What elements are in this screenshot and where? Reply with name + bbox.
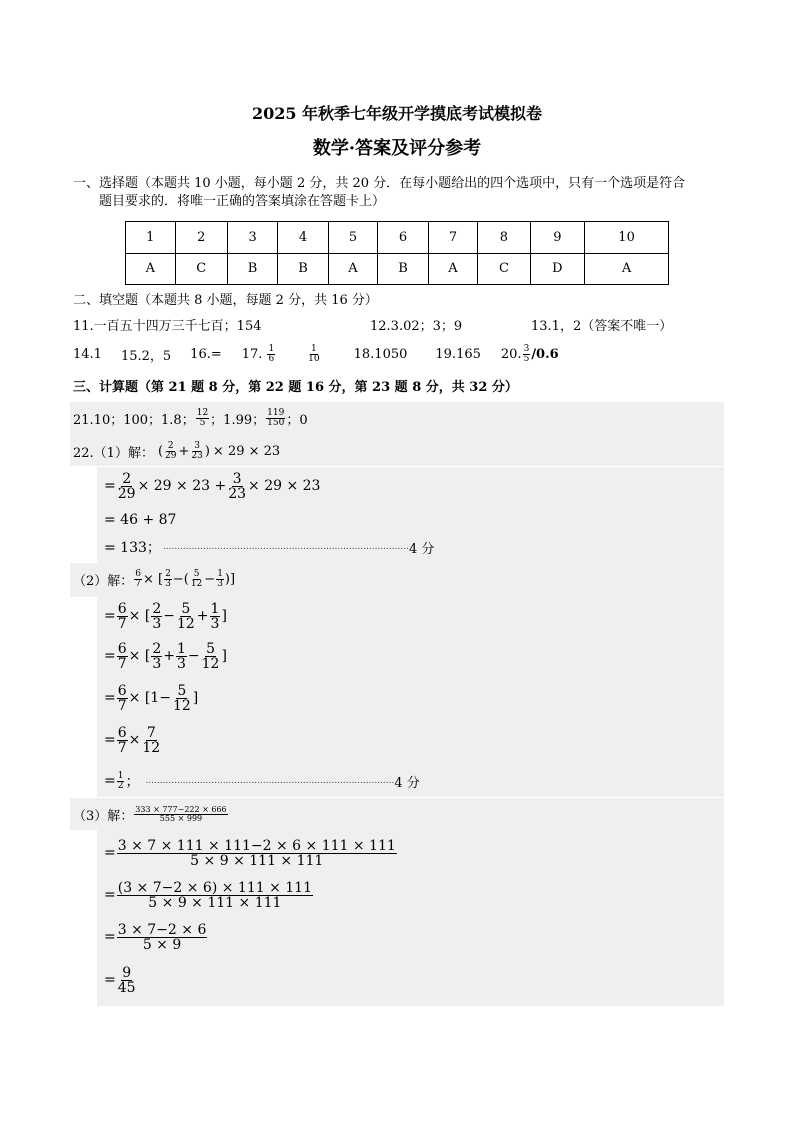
table-cell: C <box>175 253 227 285</box>
fraction: $\frac{1}{3}$ <box>176 640 186 672</box>
table-cell: 5 <box>328 222 378 254</box>
q22-part2-expression: （2）解： $\frac{6}{7}$ × [ $\frac{2}{3}$ −( $\frac{5}{12}$ − $\frac{1}{3}$ )] <box>73 568 236 589</box>
fraction: $\frac{1}{3}$ <box>210 600 220 632</box>
q22-part1-label: 22.（1）解： <box>73 445 154 461</box>
p1-step2: = 46 + 87 <box>104 512 177 528</box>
q21-prefix: 21.10；100；1.8； <box>73 412 195 428</box>
fraction: $\frac{1}{2}$ <box>117 770 124 791</box>
q20-label: 20. <box>500 346 522 362</box>
q21-fraction-2: $\frac{119}{150}$ <box>267 407 285 428</box>
p2-score: 4 分 <box>394 775 420 791</box>
table-cell: 9 <box>530 222 585 254</box>
section1-line1: 一、选择题（本题共 10 小题，每小题 2 分，共 20 分．在每小题给出的四个选项中，只有一个选项是符合 <box>73 176 686 191</box>
answer-table-answers-row <box>126 253 669 285</box>
p2-step5: = $\frac{1}{2}$ ； ....................................................................................... 4 分 <box>104 770 420 791</box>
fraction: $\frac{333 \times 777-222 \times 666}{555 \times 999}$ <box>135 804 227 823</box>
fraction: $\frac{2}{29}$ <box>165 440 177 461</box>
fraction: $\frac{7}{12}$ <box>142 724 161 756</box>
p2-step4: = $\frac{6}{7}$ × $\frac{7}{12}$ <box>104 724 161 756</box>
q14-q20-row <box>73 341 559 367</box>
q12-answer: 12.3.02；3；9 <box>370 319 463 334</box>
q22-part2-label: （2）解： <box>73 573 134 589</box>
table-cell: D <box>530 253 585 285</box>
fraction: $\frac{1}{3}$ <box>217 568 223 589</box>
page-title: 2025 年秋季七年级开学摸底考试模拟卷 <box>251 104 543 123</box>
table-cell: 8 <box>478 222 530 254</box>
table-cell: C <box>478 253 530 285</box>
fraction: $\frac{5}{12}$ <box>176 600 195 632</box>
fraction: $\frac{3 \times 7 \times 111 \times 111-2 \times 6 \times 111 \times 111}{5 \times 9 \times 111 \times 111}$ <box>117 837 396 869</box>
fraction: $\frac{2}{29}$ <box>117 470 136 502</box>
q16-answer: 16.= <box>190 346 222 362</box>
table-cell: A <box>126 253 176 285</box>
q21-fraction-1: $\frac{12}{5}$ <box>196 407 209 428</box>
fraction: $\frac{5}{12}$ <box>190 568 203 589</box>
p3-step4: = $\frac{9}{45}$ <box>104 964 136 996</box>
table-cell: B <box>227 253 277 285</box>
table-cell: 3 <box>227 222 277 254</box>
fraction: $\frac{5}{12}$ <box>201 640 220 672</box>
p1-step3: = 133； ...................................................................................... 4 分 <box>104 538 434 556</box>
p3-step1: = $\frac{3 \times 7 \times 111 \times 111-2 \times 6 \times 111 \times 111}{5 \times 9 \times 111 \times 111}$ <box>104 837 396 869</box>
q18-answer: 18.1050 <box>353 346 408 362</box>
section2-header: 二、填空题（本题共 8 小题，每题 2 分，共 16 分） <box>73 293 378 308</box>
fraction: $\frac{(3 \times 7-2 \times 6) \times 111 \times 111}{5 \times 9 \times 111 \times 111}$ <box>117 879 312 911</box>
table-cell: 2 <box>175 222 227 254</box>
p3-step3: = $\frac{3 \times 7-2 \times 6}{5 \times 9}$ <box>104 921 207 953</box>
q21-middle: ；1.99； <box>210 412 266 428</box>
q21-answer <box>73 404 308 432</box>
table-cell: A <box>585 253 669 285</box>
table-cell: B <box>278 253 328 285</box>
q11-answer: 11.一百五十四万三千七百；154 <box>73 319 262 334</box>
table-cell: A <box>428 253 478 285</box>
fraction: $\frac{3}{23}$ <box>191 440 203 461</box>
table-cell: 1 <box>126 222 176 254</box>
q14-answer: 14.1 <box>73 346 102 362</box>
q22-part3-label: （3）解： <box>73 808 134 824</box>
p2-step1: = $\frac{6}{7}$ × [ $\frac{2}{3}$ − $\frac{5}{12}$ + $\frac{1}{3}$ ] <box>104 600 227 632</box>
p2-step2: = $\frac{6}{7}$ × [ $\frac{2}{3}$ + $\frac{1}{3}$ − $\frac{5}{12}$ ] <box>104 640 227 672</box>
q20-tail: /0.6 <box>531 346 559 362</box>
fraction: $\frac{6}{7}$ <box>117 600 127 632</box>
q22-part1-expression: 22.（1）解： ( $\frac{2}{29}$ + $\frac{3}{23}$ ) × 29 × 23 <box>73 440 281 461</box>
answer-table-numbers-row <box>126 222 669 254</box>
fraction: $\frac{3 \times 7-2 \times 6}{5 \times 9}$ <box>117 921 207 953</box>
page-subtitle: 数学·答案及评分参考 <box>312 138 482 159</box>
q21-tail: ；0 <box>286 412 308 428</box>
q17-fraction-b: $\frac{1}{10}$ <box>308 343 320 364</box>
q15-answer: 15.2，5 <box>120 348 172 364</box>
table-cell: A <box>328 253 378 285</box>
q22-part3-expression <box>73 800 229 828</box>
q20-fraction: $\frac{3}{5}$ <box>523 343 530 364</box>
fraction: $\frac{3}{23}$ <box>228 470 247 502</box>
p1-score: 4 分 <box>408 541 435 557</box>
q22-part1-tail: × 29 × 23 <box>212 443 281 459</box>
q17-fraction-a: $\frac{1}{6}$ <box>268 343 275 364</box>
table-cell: 4 <box>278 222 328 254</box>
section1-line2: 题目要求的．将唯一正确的答案填涂在答题卡上） <box>99 194 386 209</box>
p1-step1: = $\frac{2}{29}$ × 29 × 23 + $\frac{3}{23}$ × 29 × 23 <box>104 470 321 502</box>
fraction: $\frac{6}{7}$ <box>135 568 142 589</box>
fraction: $\frac{2}{3}$ <box>165 568 171 589</box>
fraction: $\frac{6}{7}$ <box>117 724 127 756</box>
p3-step2: = $\frac{(3 \times 7-2 \times 6) \times 111 \times 111}{5 \times 9 \times 111 \times 111}$ <box>104 879 312 911</box>
q19-answer: 19.165 <box>435 346 481 362</box>
p1-result: = 133； <box>104 540 161 556</box>
fraction: $\frac{6}{7}$ <box>117 682 127 714</box>
fraction: $\frac{5}{12}$ <box>172 682 191 714</box>
fraction: $\frac{2}{3}$ <box>152 600 162 632</box>
table-cell: 7 <box>428 222 478 254</box>
table-cell: 6 <box>378 222 428 254</box>
section3-header: 三、计算题（第 21 题 8 分，第 22 题 16 分，第 23 题 8 分，共 32 分） <box>73 380 518 395</box>
fraction: $\frac{2}{3}$ <box>152 640 162 672</box>
table-cell: B <box>378 253 428 285</box>
fraction: $\frac{6}{7}$ <box>117 640 127 672</box>
answer-table <box>125 221 669 285</box>
q17-label: 17. <box>241 346 263 362</box>
fraction: $\frac{9}{45}$ <box>117 964 136 996</box>
p2-step3: = $\frac{6}{7}$ × [1− $\frac{5}{12}$ ] <box>104 682 199 714</box>
q13-answer: 13.1，2（答案不唯一） <box>531 319 673 334</box>
table-cell: 10 <box>585 222 669 254</box>
